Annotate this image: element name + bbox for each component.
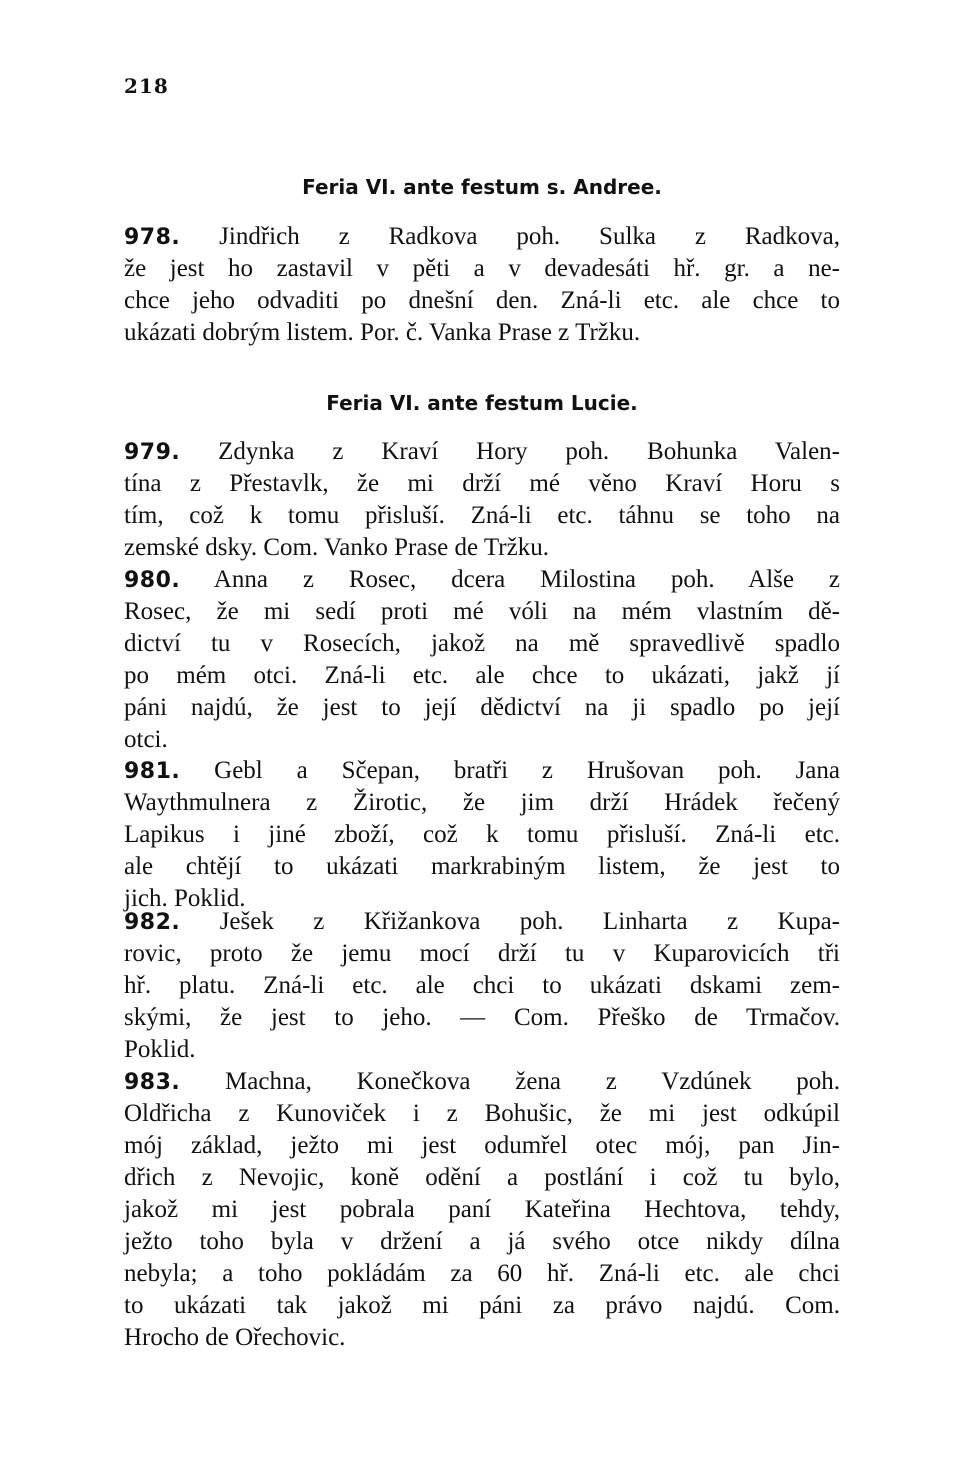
- entry-line: nebyla; a toho pokládám za 60 hř. Zná-li etc. ale chci: [124, 1260, 840, 1287]
- entry-line: [124, 906, 840, 938]
- entry-line: páni najdú, že jest to její dědictví na ji spadlo po její: [124, 694, 840, 721]
- entry-line: [124, 221, 840, 253]
- entry-line: [124, 755, 840, 787]
- entry-text: Gebl a Sčepan, bratři z Hrušovan poh. Jana: [180, 757, 840, 784]
- section-heading: Feria VI. ante festum Lucie.: [326, 391, 638, 415]
- entry-line: dřich z Nevojic, koně odění a postlání i což tu bylo,: [124, 1164, 840, 1191]
- entry-line: zemské dsky. Com. Vanko Prase de Tržku.: [124, 534, 549, 561]
- entry-line: chce jeho odvaditi po dnešní den. Zná-li etc. ale chce to: [124, 287, 840, 314]
- entry-number: 978.: [124, 225, 181, 250]
- entry-line: Poklid.: [124, 1036, 196, 1063]
- entry-number: 982.: [124, 910, 181, 935]
- entry-line: to ukázati tak jakož mi páni za právo najdú. Com.: [124, 1292, 840, 1319]
- entry-line: tím, což k tomu přisluší. Zná-li etc. táhnu se toho na: [124, 502, 840, 529]
- entry-line: tína z Přestavlk, že mi drží mé věno Kraví Horu s: [124, 470, 840, 497]
- entry-text: Ješek z Křižankova poh. Linharta z Kupa-: [180, 908, 840, 935]
- entry-line: po mém otci. Zná-li etc. ale chce to ukázati, jakž jí: [124, 662, 840, 689]
- entry-text: Zdynka z Kraví Hory poh. Bohunka Valen-: [180, 438, 840, 465]
- entry-line: [124, 436, 840, 468]
- entry-number: 983.: [124, 1070, 181, 1095]
- entry-line: [124, 564, 840, 596]
- entry-text: Anna z Rosec, dcera Milostina poh. Alše z: [180, 566, 840, 593]
- entry-number: 980.: [124, 568, 181, 593]
- entry-line: ježto toho byla v držení a já svého otce nikdy dílna: [124, 1228, 840, 1255]
- entry-line: Hrocho de Ořechovic.: [124, 1324, 346, 1351]
- entry-line: ukázati dobrým listem. Por. č. Vanka Prase z Tržku.: [124, 319, 641, 346]
- page-number: 218: [124, 74, 169, 98]
- entry-line: [124, 1066, 840, 1098]
- entry-line: jakož mi jest pobrala paní Kateřina Hechtova, tehdy,: [124, 1196, 840, 1223]
- entry-line: jich. Poklid.: [124, 885, 246, 912]
- entry-line: Waythmulnera z Žirotic, že jim drží Hrádek řečený: [124, 789, 840, 816]
- entry-text: Machna, Konečkova žena z Vzdúnek poh.: [180, 1068, 840, 1095]
- entry-line: rovic, proto že jemu mocí drží tu v Kuparovicích tři: [124, 940, 840, 967]
- entry-line: otci.: [124, 726, 168, 753]
- entry-number: 981.: [124, 759, 181, 784]
- entry-line: Lapikus i jiné zboží, což k tomu přisluší. Zná-li etc.: [124, 821, 840, 848]
- entry-text: Jindřich z Radkova poh. Sulka z Radkova,: [180, 223, 840, 250]
- entry-line: ale chtějí to ukázati markrabiným listem, že jest to: [124, 853, 840, 880]
- entry-line: skými, že jest to jeho. — Com. Přeško de Trmačov.: [124, 1004, 840, 1031]
- entry-number: 979.: [124, 440, 181, 465]
- entry-line: Oldřicha z Kunoviček i z Bohušic, že mi jest odkúpil: [124, 1100, 840, 1127]
- entry-line: hř. platu. Zná-li etc. ale chci to ukázati dskami zem-: [124, 972, 840, 999]
- entry-line: mój základ, ježto mi jest odumřel otec mój, pan Jin-: [124, 1132, 840, 1159]
- section-heading: Feria VI. ante festum s. Andree.: [302, 175, 662, 199]
- entry-line: dictví tu v Rosecích, jakož na mě spravedlivě spadlo: [124, 630, 840, 657]
- entry-line: že jest ho zastavil v pěti a v devadesáti hř. gr. a ne-: [124, 255, 840, 282]
- entry-line: Rosec, že mi sedí proti mé vóli na mém vlastním dě-: [124, 598, 840, 625]
